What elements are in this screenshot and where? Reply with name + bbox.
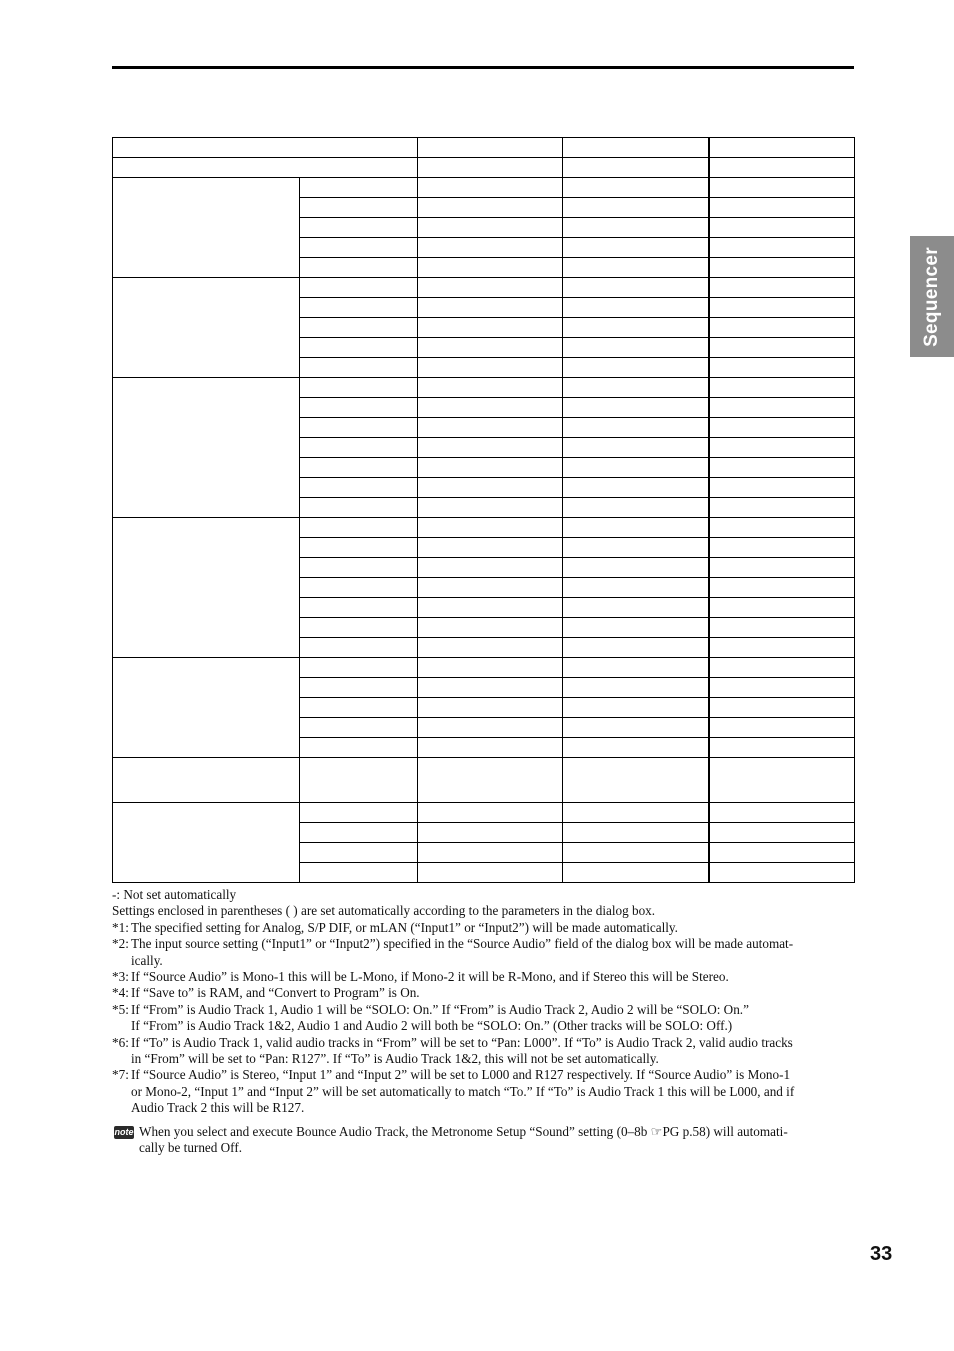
footnote-marker: *4: [112, 985, 129, 1001]
footnote-marker: *5: [112, 1001, 129, 1017]
footnote-line: The specified setting for Analog, S/P DIF, or mLAN (“Input1” or “Input2”) will be made automatically. [131, 919, 678, 935]
footnote-line: ically. [131, 952, 163, 968]
footnote-marker: *2: [112, 936, 129, 952]
table-row [113, 138, 855, 158]
footnote-line: Audio Track 2 this will be R127. [131, 1100, 305, 1116]
table-row [113, 178, 855, 198]
footnote-line: If “Save to” is RAM, and “Convert to Program” is On. [131, 985, 420, 1001]
footnote-1 [112, 920, 854, 936]
section-tab-label: Sequencer [921, 246, 942, 347]
table-row [113, 518, 855, 538]
footnote-line: If “From” is Audio Track 1&2, Audio 1 and Audio 2 will both be “SOLO: On.” (Other tracks will be SOLO: Off.) [131, 1018, 733, 1034]
table-row [113, 378, 855, 398]
footnote-3 [112, 969, 854, 985]
footnote-line: If “Source Audio” is Mono-1 this will be L-Mono, if Mono-2 it will be R-Mono, and if Stereo this will be Stereo. [131, 969, 729, 985]
footnote-line: If “From” is Audio Track 1, Audio 1 will be “SOLO: On.” If “From” is Audio Track 2, Audio 2 will be “SOLO: On.” [131, 1001, 749, 1017]
footnote-line: If “Source Audio” is Stereo, “Input 1” and “Input 2” will be set to L000 and R127 respectively. If “Source Audio” is Mono-1 [131, 1067, 791, 1083]
table-row [113, 278, 855, 298]
footnote-marker: *1: [112, 919, 129, 935]
page-number: 33 [870, 1243, 893, 1265]
footnote-7 [112, 1067, 854, 1116]
table-row [113, 158, 855, 178]
table-row [113, 658, 855, 678]
header-rule [112, 66, 854, 69]
footnote-line: in “From” will be set to “Pan: R127”. If “To” is Audio Track 1&2, this will not be set automatically. [131, 1051, 659, 1067]
footnote-6 [112, 1035, 854, 1068]
footnote-marker: *6: [112, 1034, 129, 1050]
settings-table [112, 137, 855, 883]
footnote-4 [112, 985, 854, 1001]
section-tab-sequencer [910, 236, 954, 357]
note-line: When you select and execute Bounce Audio Track, the Metronome Setup “Sound” setting (0–8b ☞PG p.58) will automati- [139, 1123, 788, 1139]
table-row [113, 758, 855, 803]
footnote-marker: *7: [112, 1067, 129, 1083]
footnote-line: The input source setting (“Input1” or “Input2”) specified in the “Source Audio” field of the dialog box will be made automat- [131, 936, 794, 952]
legend-not-set: -: Not set automatically [112, 887, 237, 902]
note-line: cally be turned Off. [139, 1140, 243, 1156]
legend-parentheses: Settings enclosed in parentheses ( ) are set automatically according to the parameters in the dialog box. [112, 903, 656, 919]
footnote-line: or Mono-2, “Input 1” and “Input 2” will be set automatically to match “To.” If “To” is Audio Track 1 this will be L000, and if [131, 1083, 795, 1099]
footnote-5 [112, 1002, 854, 1035]
note-icon: note [114, 1126, 134, 1137]
footnote-marker: *3: [112, 969, 129, 985]
footnote-2 [112, 936, 854, 969]
note-block [112, 1124, 854, 1157]
footnote-line: If “To” is Audio Track 1, valid audio tracks in “From” will be set to “Pan: L000”. If “To” is Audio Track 2, valid audio tracks [131, 1034, 793, 1050]
table-notes [112, 887, 854, 1157]
table-row [113, 803, 855, 823]
